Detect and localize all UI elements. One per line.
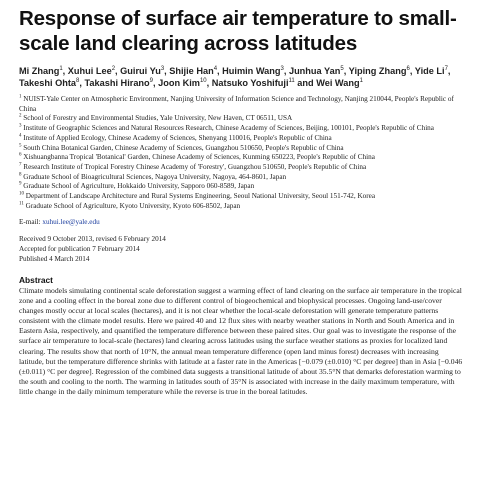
affiliation-text: South China Botanical Garden, Chinese Academy of Sciences, Guangzhou 510650, People's Republic of China [21,143,344,152]
affiliation-list [19,95,466,211]
affiliation-item [19,173,466,183]
author-name: Shijie Han [169,66,214,76]
affiliation-number: 5 [19,143,22,149]
affiliation-text: Graduate School of Agriculture, Hokkaido University, Sapporo 060-8589, Japan [21,182,255,191]
affiliation-item [19,163,466,173]
author-affiliation-marker: 4 [213,65,218,72]
author-affiliation-marker: 3 [280,65,284,72]
publication-dates [19,235,466,264]
email-label: E-mail: [19,218,43,227]
affiliation-item [19,144,466,154]
author-name: Junhua Yan [288,66,341,76]
author-affiliation-marker: 1 [59,65,63,72]
affiliation-item [19,153,466,163]
affiliation-item [19,114,466,124]
affiliation-number: 3 [19,123,22,129]
abstract-text: Climate models simulating continental scale deforestation suggest a warming effect of land clearing on the surface air temperature in the tropical zone and a cooling effect in the boreal zone due to different control of biogeochemical and biophysical processes. Ongoing land-use/cover changes mostly occur at local scales (hectares), and it is not clear whether the local-scale deforestation will generate temperature patterns consistent with the climate model results. Here we paired 40 and 12 flux sites with nearby weather stations in North and South America and in Eastern Asia, respectively, and quantified the temperature difference between these paired sites. Our goal was to investigate the response of the surface air temperature to local-scale (hectares) land clearing across latitudes using the surface weather stations as proxies for localized land clearing. The results show that north of 10°N, the annual mean temperature difference (open land minus forest) decreases with increasing latitude, but the temperature difference shrinks with latitude at a faster rate in the Americas [−0.079 (±0.010) °C per degree] than in Asia [−0.046 (±0.011) °C per degree]. Regression of the combined data suggests a transitional latitude of about 35.5°N that demarks deforestation warming to the south and cooling to the north. The warming in latitudes south of 35°N is associated with increase in the daily maximum temperature, with little change in the daily minimum temperature while the reverse is true in the boreal latitudes. [19,286,463,396]
affiliation-item [19,192,466,202]
affiliation-text: Graduate School of Bioagricultural Sciences, Nagoya University, Nagoya, 464-8601, Japan [21,172,287,181]
affiliation-number: 11 [19,201,24,207]
author-name: Joon Kim [158,78,200,88]
affiliation-item [19,202,466,212]
author-affiliation-marker: 7 [444,65,448,72]
affiliation-number: 9 [19,181,22,187]
author-name: Mi Zhang [19,66,60,76]
paper-title: Response of surface air temperature to small-scale land clearing across latitudes [19,7,457,55]
author-affiliation-marker: 2 [111,65,116,72]
author-affiliation-marker: 6 [406,65,410,72]
corresponding-email [19,218,466,228]
affiliation-item [19,95,466,114]
affiliation-text: Department of Landscape Architecture and Rural Systems Engineering, Seoul National University, Seoul 151-742, Korea [24,192,376,201]
affiliation-item [19,124,466,134]
affiliation-text: NUIST-Yale Center on Atmospheric Environment, Nanjing University of Information Science and Technology, Nanjing 210044, People's Republic of China [19,95,454,113]
author-name: Takeshi Ohta [19,78,77,88]
affiliation-text: Xishuangbanna Tropical 'Botanical' Garden, Chinese Academy of Sciences, Kunming 650223, People's Republic of China [21,153,375,162]
affiliation-number: 4 [19,133,22,139]
author-name: Yiping Zhang [348,66,407,76]
author-affiliation-marker: 11 [288,77,295,84]
email-link[interactable]: xuhui.lee@yale.edu [42,218,100,227]
author-name: Huimin Wang [222,66,281,76]
author-list: Mi Zhang$^1$, Xuhui Lee$^2$, Guirui Yu$^3$, Shijie Han$^4$, Huimin Wang$^3$, Junhua Yan$^5$, Yiping Zhang$^6$, Yide Li$^7$, Takeshi Ohta$^8$, Takashi Hirano$^9$, Joon Kim$^{10}$, Natsuko Yoshifuji$^{11}$ and Wei Wang$^1$ [19,65,451,88]
affiliation-text: Institute of Applied Ecology, Chinese Academy of Sciences, Shenyang 110016, People's Republic of China [21,133,332,142]
affiliation-text: Graduate School of Agriculture, Kyoto University, Kyoto 606-8502, Japan [23,201,241,210]
author-name: Takashi Hirano [84,78,150,88]
affiliation-text: School of Forestry and Environmental Studies, Yale University, New Haven, CT 06511, USA [21,114,293,123]
received-date: Received 9 October 2013, revised 6 February 2014 [19,235,166,244]
author-affiliation-marker: 9 [149,77,153,84]
accepted-date: Accepted for publication 7 February 2014 [19,244,140,253]
affiliation-number: 7 [19,162,22,168]
published-date: Published 4 March 2014 [19,254,90,263]
affiliation-text: Research Institute of Tropical Forestry Chinese Academy of 'Forestry', Guangzhou 510650, People's Republic of China [21,162,367,171]
author-name: Xuhui Lee [67,66,112,76]
author-affiliation-marker: 8 [76,77,80,84]
author-name: Guirui Yu [120,66,161,76]
affiliation-item [19,182,466,192]
affiliation-number: 10 [19,191,24,197]
author-affiliation-marker: 10 [199,77,207,84]
author-name: Yide Li [414,66,445,76]
affiliation-text: Institute of Geographic Sciences and Natural Resources Research, Chinese Academy of Sciences, Beijing, 100101, People's Republic of China [21,124,434,133]
affiliation-number: 1 [19,94,22,100]
abstract-heading: Abstract [19,275,53,286]
author-affiliation-marker: 1 [359,77,363,84]
affiliation-number: 6 [19,152,22,158]
affiliation-number: 8 [19,172,22,178]
author-name: Natsuko Yoshifuji [211,78,289,88]
affiliation-item [19,134,466,144]
affiliation-number: 2 [19,114,22,120]
author-name: Wei Wang [316,78,360,88]
author-affiliation-marker: 3 [160,65,165,72]
author-affiliation-marker: 5 [340,65,344,72]
